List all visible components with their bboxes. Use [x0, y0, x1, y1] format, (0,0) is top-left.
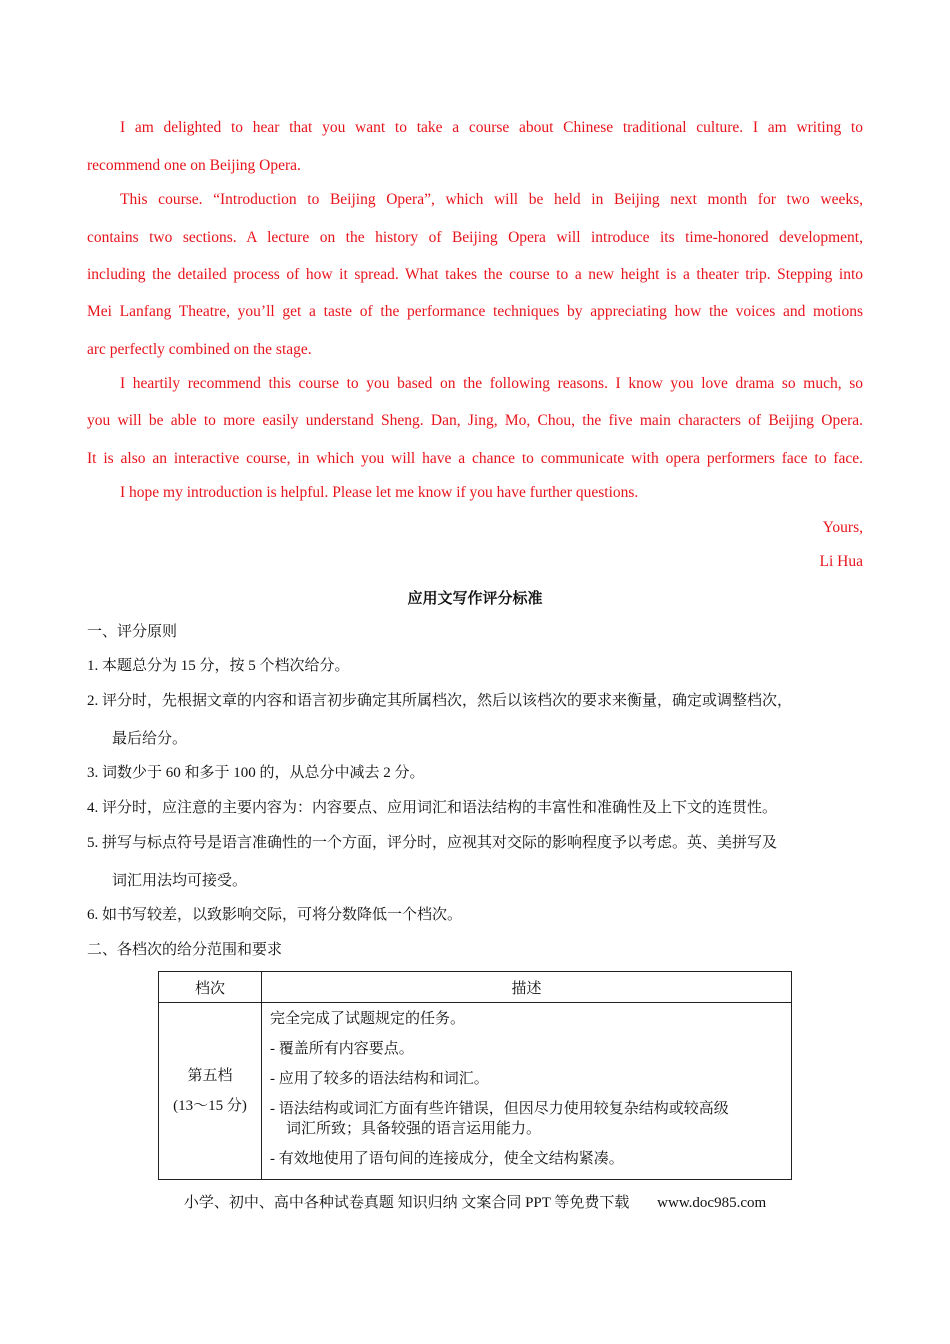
letter-closing: Yours,	[822, 519, 863, 536]
footer-text: 小学、初中、高中各种试卷真题 知识归纳 文案合同 PPT 等免费下载	[183, 1195, 630, 1211]
rule-item: 2. 评分时，先根据文章的内容和语言初步确定其所属档次，然后以该档次的要求来衡量，确定或调整档次，	[87, 693, 793, 709]
letter-line: recommend one on Beijing Opera.	[87, 157, 301, 174]
letter-line: contains two sections. A lecture on the history of Beijing Opera will introduce its time-honored development,	[87, 229, 863, 246]
letter-line: I heartily recommend this course to you based on the following reasons. I know you love drama so much, so	[120, 375, 863, 392]
section-heading: 二、各档次的给分范围和要求	[87, 942, 283, 958]
description-text: - 语法结构或词汇方面有些许错误，但因尽力使用较复杂结构或较高级	[270, 1101, 729, 1117]
description-cell	[262, 1003, 792, 1180]
rule-item: 5. 拼写与标点符号是语言准确性的一个方面，评分时，应视其对交际的影响程度予以考虑。英、美拼写及	[87, 835, 778, 851]
rule-item-continued: 词汇用法均可接受。	[112, 873, 248, 889]
section-heading: 一、评分原则	[87, 624, 178, 640]
rule-item-continued: 最后给分。	[112, 731, 188, 747]
rule-item: 1. 本题总分为 15 分，按 5 个档次给分。	[87, 658, 350, 674]
letter-line: It is also an interactive course, in which you will have a chance to communicate with opera performers face to face.	[87, 450, 863, 467]
header-level: 档次	[159, 972, 262, 1003]
letter-signature: Li Hua	[819, 553, 863, 570]
table-header-row	[159, 972, 792, 1003]
table-row	[159, 1003, 792, 1180]
rule-item: 4. 评分时，应注意的主要内容为：内容要点、应用词汇和语法结构的丰富性和准确性及上下文的连贯性。	[87, 800, 778, 816]
level-range: (13～15 分)	[173, 1098, 247, 1114]
description-item: - 有效地使用了语句间的连接成分，使全文结构紧凑。	[270, 1151, 624, 1167]
letter-line: arc perfectly combined on the stage.	[87, 341, 312, 358]
description-item: - 覆盖所有内容要点。	[270, 1041, 414, 1057]
letter-line: including the detailed process of how it spread. What takes the course to a new height is a theater trip. Stepping into	[87, 266, 863, 283]
letter-line: I am delighted to hear that you want to take a course about Chinese traditional culture. I am writing to	[120, 119, 863, 136]
description-item: 完全完成了试题规定的任务。	[270, 1011, 466, 1027]
page-footer	[0, 1191, 950, 1212]
description-item: - 应用了较多的语法结构和词汇。	[270, 1071, 489, 1087]
rubric-table	[158, 971, 792, 1180]
rule-item: 3. 词数少于 60 和多于 100 的，从总分中减去 2 分。	[87, 765, 425, 781]
level-name: 第五档	[187, 1068, 233, 1084]
letter-line: I hope my introduction is helpful. Please let me know if you have further questions.	[120, 484, 639, 501]
letter-line: Mei Lanfang Theatre, you’ll get a taste of the performance techniques by appreciating how the voices and motions	[87, 303, 863, 320]
description-item	[270, 1099, 783, 1139]
rule-item: 6. 如书写较差，以致影响交际，可将分数降低一个档次。	[87, 907, 463, 923]
description-text-continued: 词汇所致；具备较强的语言运用能力。	[286, 1121, 542, 1137]
letter-line: This course. “Introduction to Beijing Opera”, which will be held in Beijing next month for two weeks,	[120, 191, 863, 208]
rubric-title: 应用文写作评分标准	[407, 591, 543, 607]
footer-url[interactable]: www.doc985.com	[657, 1195, 767, 1211]
letter-line: you will be able to more easily understand Sheng. Dan, Jing, Mo, Chou, the five main characters of Beijing Opera.	[87, 412, 863, 429]
header-description: 描述	[262, 972, 792, 1003]
level-cell	[159, 1003, 262, 1180]
